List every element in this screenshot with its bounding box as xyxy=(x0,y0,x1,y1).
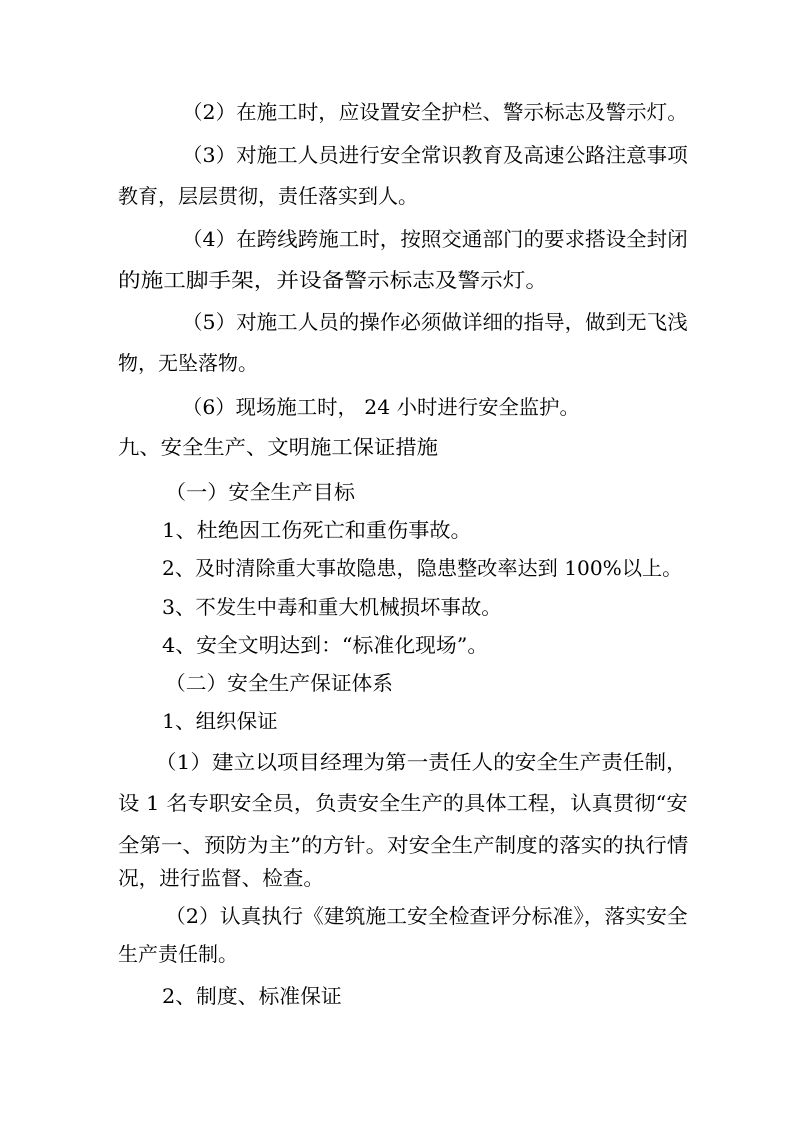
subsection-heading: （一）安全生产目标 xyxy=(165,480,356,504)
text-line: 况，进行监督、检查。 xyxy=(118,866,324,890)
text-line: 的施工脚手架，并设备警示标志及警示灯。 xyxy=(118,268,549,292)
text-line: 物，无坠落物。 xyxy=(118,351,258,375)
list-item: 2、及时清除重大事故隐患，隐患整改率达到 100%以上。 xyxy=(162,556,683,580)
list-item: 1、杜绝因工伤死亡和重伤事故。 xyxy=(162,518,472,542)
text-line: 设 1 名专职安全员，负责安全生产的具体工程，认真贯彻“安 xyxy=(118,791,688,815)
list-item: 3、不发生中毒和重大机械损坏事故。 xyxy=(162,595,502,619)
text-line: （2）在施工时，应设置安全护栏、警示标志及警示灯。 xyxy=(182,100,688,124)
subsection-heading: （二）安全生产保证体系 xyxy=(165,671,394,695)
section-heading: 九、安全生产、文明施工保证措施 xyxy=(118,435,439,459)
text-line: （4）在跨线跨施工时，按照交通部门的要求搭设全封闭 xyxy=(182,227,688,251)
list-item: 1、组织保证 xyxy=(162,709,278,733)
text-line: 全第一、预防为主”的方针。对安全生产制度的落实的执行情 xyxy=(118,833,689,857)
text-line: （6）现场施工时， 24 小时进行安全监护。 xyxy=(182,395,580,419)
list-item: 2、制度、标准保证 xyxy=(162,984,342,1008)
text-line: 教育，层层贯彻，责任落实到人。 xyxy=(118,184,418,208)
text-line: （5）对施工人员的操作必须做详细的指导，做到无飞浅 xyxy=(182,310,688,334)
text-line: （3）对施工人员进行安全常识教育及高速公路注意事项 xyxy=(182,143,688,167)
text-line: 生产责任制。 xyxy=(118,942,238,966)
text-line: （2）认真执行《建筑施工安全检查评分标准》，落实安全 xyxy=(165,904,688,928)
text-line: （1）建立以项目经理为第一责任人的安全生产责任制， xyxy=(155,750,688,774)
list-item: 4、安全文明达到：“标准化现场”。 xyxy=(162,633,489,657)
